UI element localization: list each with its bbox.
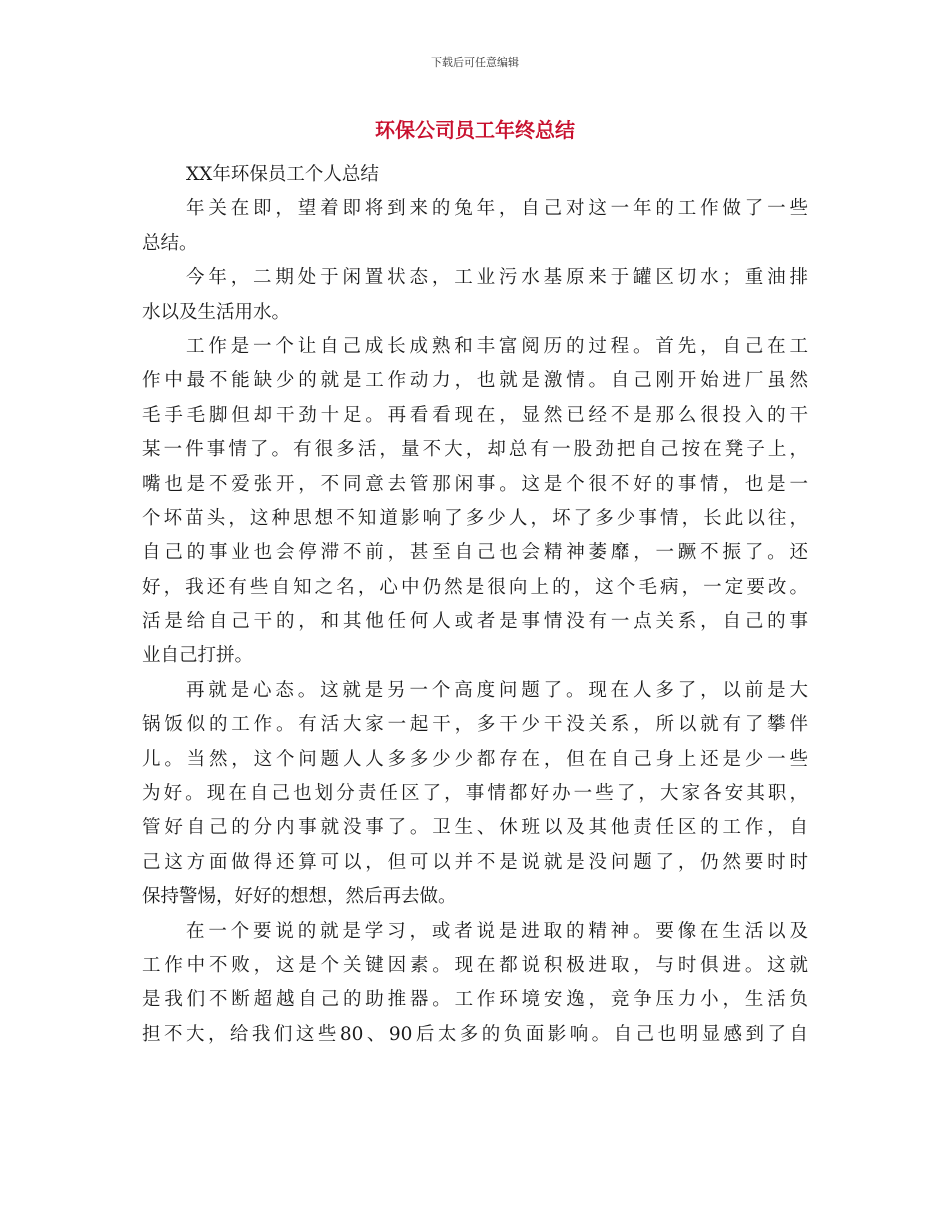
text-line: 活是给自己干的，和其他任何人或者是事情没有一点关系，自己的事	[142, 611, 808, 633]
document-body	[142, 158, 808, 1052]
text-line: 儿。当然，这个问题人人多多少少都存在，但在自己身上还是少一些	[142, 748, 808, 770]
text-line: 好，我还有些自知之名，心中仍然是很向上的，这个毛病，一定要改。	[142, 576, 808, 598]
text-line: 是我们不断超越自己的助推器。工作环境安逸，竞争压力小，生活负	[142, 989, 808, 1011]
text-line: 再就是心态。这就是另一个高度问题了。现在人多了，以前是大	[186, 679, 808, 701]
text-line: 某一件事情了。有很多活，量不大，却总有一股劲把自己按在凳子上，	[142, 439, 808, 461]
text-line: 个坏苗头，这种思想不知道影响了多少人，坏了多少事情，长此以往，	[142, 507, 808, 529]
text-line: 工作中不败，这是个关键因素。现在都说积极进取，与时俱进。这就	[142, 954, 808, 976]
text-line: 业自己打拼。	[142, 645, 254, 667]
text-line: 嘴也是不爱张开，不同意去管那闲事。这是个很不好的事情，也是一	[142, 473, 808, 495]
text-line: 今年，二期处于闲置状态，工业污水基原来于罐区切水；重油排	[186, 267, 808, 289]
text-line: 己这方面做得还算可以，但可以并不是说就是没问题了，仍然要时时	[142, 851, 808, 873]
text-line: 总结。	[142, 232, 198, 254]
text-line: 工作是一个让自己成长成熟和丰富阅历的过程。首先，自己在工	[186, 335, 808, 357]
text-line: 保持警惕，好好的想想，然后再去做。	[142, 886, 457, 908]
text-line: 年关在即，望着即将到来的兔年，自己对这一年的工作做了一些	[186, 198, 808, 220]
text-line: 担不大，给我们这些80、90后太多的负面影响。自己也明显感到了自	[142, 1023, 808, 1045]
page-header-note: 下载后可任意编辑	[431, 56, 519, 69]
text-line: 在一个要说的就是学习，或者说是进取的精神。要像在生活以及	[186, 920, 808, 942]
text-line: 毛手毛脚但却干劲十足。再看看现在，显然已经不是那么很投入的干	[142, 404, 808, 426]
document-title: 环保公司员工年终总结	[375, 118, 575, 142]
text-line: 水以及生活用水。	[142, 301, 291, 323]
text-line: 管好自己的分内事就没事了。卫生、休班以及其他责任区的工作，自	[142, 817, 808, 839]
text-line: 锅饭似的工作。有活大家一起干，多干少干没关系，所以就有了攀伴	[142, 714, 808, 736]
text-line: 自己的事业也会停滞不前，甚至自己也会精神萎靡，一蹶不振了。还	[142, 542, 808, 564]
text-line: 为好。现在自己也划分责任区了，事情都好办一些了，大家各安其职，	[142, 783, 808, 805]
text-line: 作中最不能缺少的就是工作动力，也就是激情。自己刚开始进厂虽然	[142, 370, 808, 392]
text-line: XX年环保员工个人总结	[186, 164, 379, 185]
